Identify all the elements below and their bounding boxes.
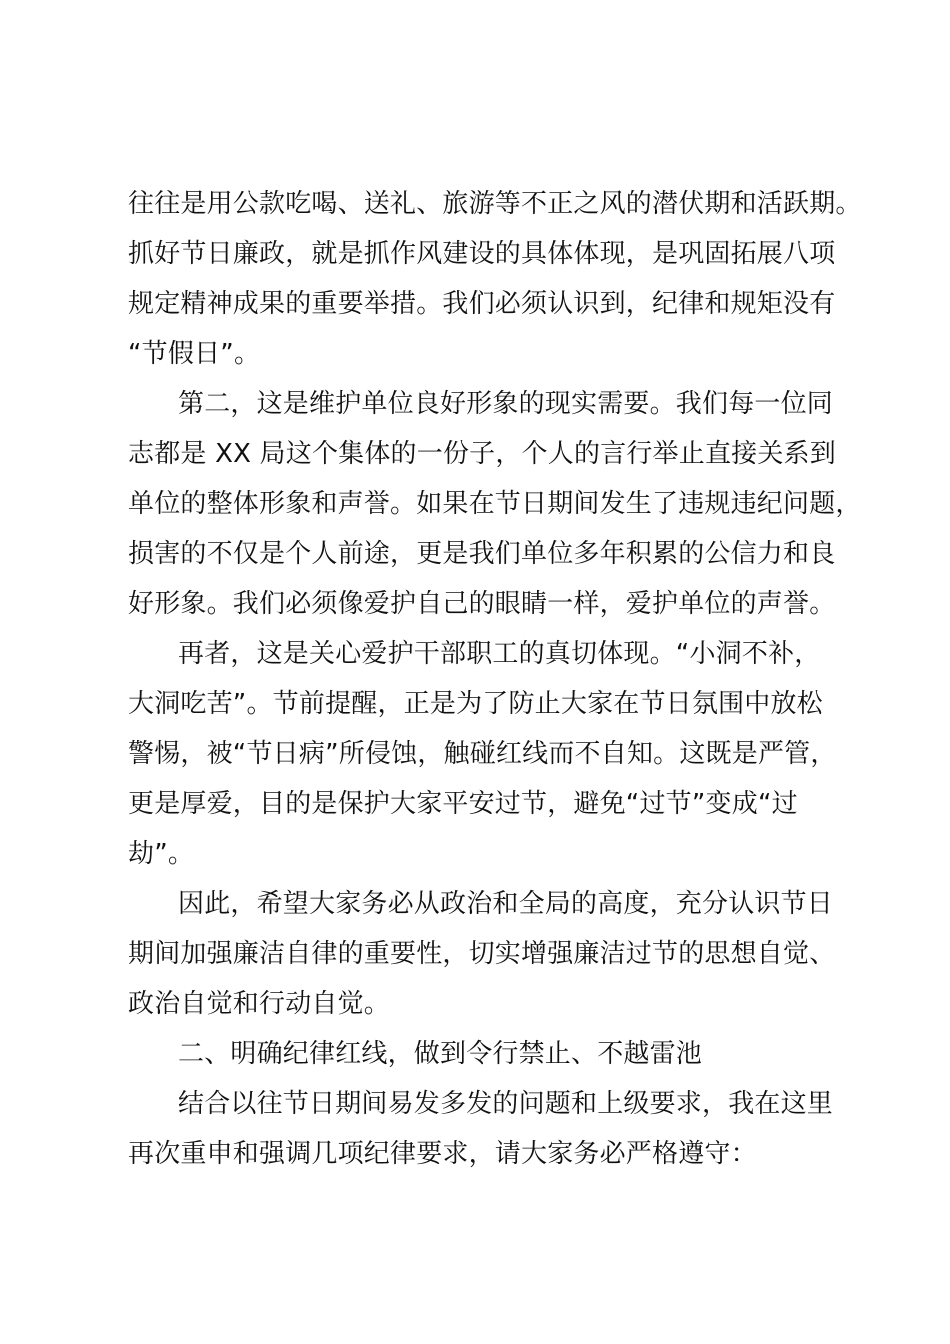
paragraph-start-line: 结合以往节日期间易发多发的问题和上级要求，我在这里 [178, 1089, 834, 1119]
body-text-line: 志都是 XX 局这个集体的一份子，个人的言行举止直接关系到 [128, 439, 836, 469]
body-text-line: 警惕，被“节日病”所侵蚀，触碰红线而不自知。这既是严管， [128, 739, 837, 769]
section-heading: 二、明确纪律红线，做到令行禁止、不越雷池 [178, 1039, 703, 1069]
body-text-line: 抓好节日廉政，就是抓作风建设的具体体现，是巩固拓展八项 [128, 239, 836, 269]
body-text-line: 损害的不仅是个人前途，更是我们单位多年积累的公信力和良 [128, 539, 836, 569]
body-text-line: 单位的整体形象和声誉。如果在节日期间发生了违规违纪问题， [128, 489, 862, 519]
paragraph-start-line: 因此，希望大家务必从政治和全局的高度，充分认识节日 [178, 889, 834, 919]
body-text-line: “节假日”。 [128, 339, 261, 369]
body-text-line: 往往是用公款吃喝、送礼、旅游等不正之风的潜伏期和活跃期。 [128, 189, 862, 219]
body-text-line: 再次重申和强调几项纪律要求，请大家务必严格遵守： [128, 1139, 757, 1169]
body-text-line: 政治自觉和行动自觉。 [128, 989, 391, 1019]
body-text-line: 期间加强廉洁自律的重要性，切实增强廉洁过节的思想自觉、 [128, 939, 836, 969]
body-text-line: 更是厚爱，目的是保护大家平安过节，避免“过节”变成“过 [128, 789, 798, 819]
body-text-line: 好形象。我们必须像爱护自己的眼睛一样，爱护单位的声誉。 [128, 589, 836, 619]
paragraph-start-line: 第二，这是维护单位良好形象的现实需要。我们每一位同 [178, 389, 834, 419]
body-text-line: 劫”。 [128, 839, 195, 869]
body-text-line: 大洞吃苦”。节前提醒，正是为了防止大家在节日氛围中放松 [128, 689, 823, 719]
paragraph-start-line: 再者，这是关心爱护干部职工的真切体现。“小洞不补， [178, 639, 821, 669]
body-text-line: 规定精神成果的重要举措。我们必须认识到，纪律和规矩没有 [128, 289, 836, 319]
